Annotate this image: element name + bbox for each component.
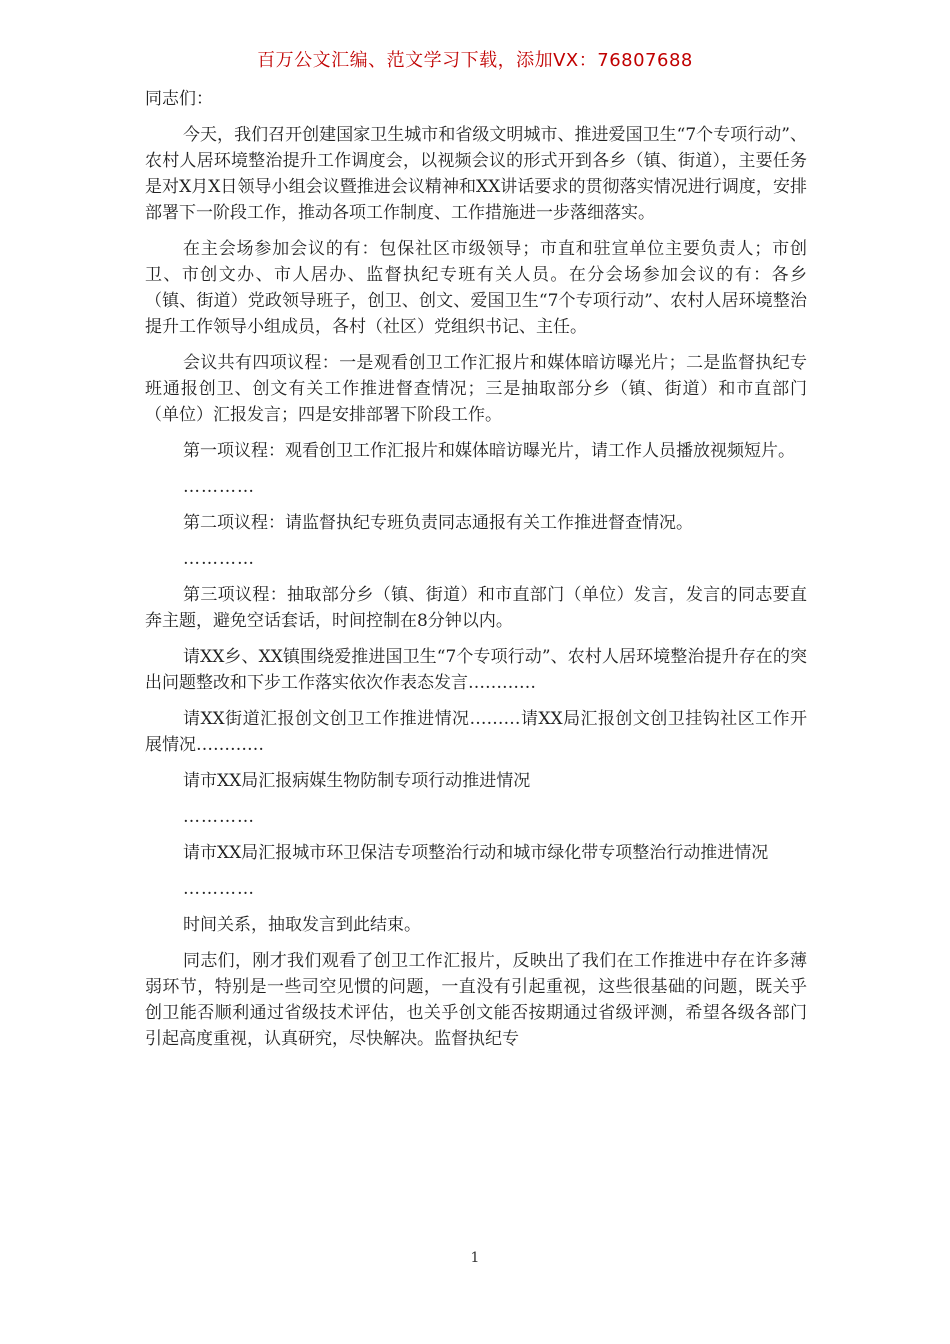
paragraph-township-speech: 请XX乡、XX镇围绕爱推进国卫生“7个专项行动”、农村人居环境整治提升存在的突出问题整改和下步工作落实依次作表态发言………… xyxy=(145,647,807,693)
paragraph-agenda: 会议共有四项议程：一是观看创卫工作汇报片和媒体暗访曝光片；二是监督执纪专班通报创卫、创文有关工作推进督查情况；三是抽取部分乡（镇、街道）和市直部门（单位）汇报发言；四是安排部署下阶段工作。 xyxy=(145,353,807,425)
ellipsis-line: ………… xyxy=(183,879,255,899)
salutation: 同志们： xyxy=(145,89,213,109)
watermark-header: 百万公文汇编、范文学习下载，添加VX：76807688 xyxy=(257,50,693,71)
paragraph-sanitation: 请市XX局汇报城市环卫保洁专项整治行动和城市绿化带专项整治行动推进情况 xyxy=(183,843,769,863)
paragraph-item-three: 第三项议程：抽取部分乡（镇、街道）和市直部门（单位）发言，发言的同志要直奔主题，避免空话套话，时间控制在8分钟以内。 xyxy=(145,585,807,631)
ellipsis-line: ………… xyxy=(183,549,255,569)
ellipsis-line: ………… xyxy=(183,807,255,827)
document-body xyxy=(145,86,807,1062)
paragraph-item-two: 第二项议程：请监督执纪专班负责同志通报有关工作推进督查情况。 xyxy=(183,513,693,533)
paragraph-item-one: 第一项议程：观看创卫工作汇报片和媒体暗访曝光片，请工作人员播放视频短片。 xyxy=(183,441,795,461)
ellipsis-line: ………… xyxy=(183,477,255,497)
paragraph-vector-control: 请市XX局汇报病媒生物防制专项行动推进情况 xyxy=(183,771,531,791)
paragraph-street-report: 请XX街道汇报创文创卫工作推进情况………请XX局汇报创文创卫挂钩社区工作开展情况………… xyxy=(145,709,807,755)
paragraph-summary: 同志们，刚才我们观看了创卫工作汇报片，反映出了我们在工作推进中存在许多薄弱环节，特别是一些司空见惯的问题，一直没有引起重视，这些很基础的问题，既关乎创卫能否顺利通过省级技术评估，也关乎创文能否按期通过省级评测，希望各级各部门引起高度重视，认真研究，尽快解决。监督执纪专 xyxy=(145,951,807,1049)
paragraph-attendees: 在主会场参加会议的有：包保社区市级领导；市直和驻宣单位主要负责人；市创卫、市创文办、市人居办、监督执纪专班有关人员。在分会场参加会议的有：各乡（镇、街道）党政领导班子，创卫、创文、爱国卫生“7个专项行动”、农村人居环境整治提升工作领导小组成员，各村（社区）党组织书记、主任。 xyxy=(145,239,807,337)
paragraph-time-close: 时间关系，抽取发言到此结束。 xyxy=(183,915,421,935)
paragraph-opening: 今天，我们召开创建国家卫生城市和省级文明城市、推进爱国卫生“7个专项行动”、农村人居环境整治提升工作调度会，以视频会议的形式开到各乡（镇、街道），主要任务是对X月X日领导小组会议暨推进会议精神和XX讲话要求的贯彻落实情况进行调度，安排部署下一阶段工作，推动各项工作制度、工作措施进一步落细落实。 xyxy=(145,125,807,223)
page-number: 1 xyxy=(470,1250,480,1266)
